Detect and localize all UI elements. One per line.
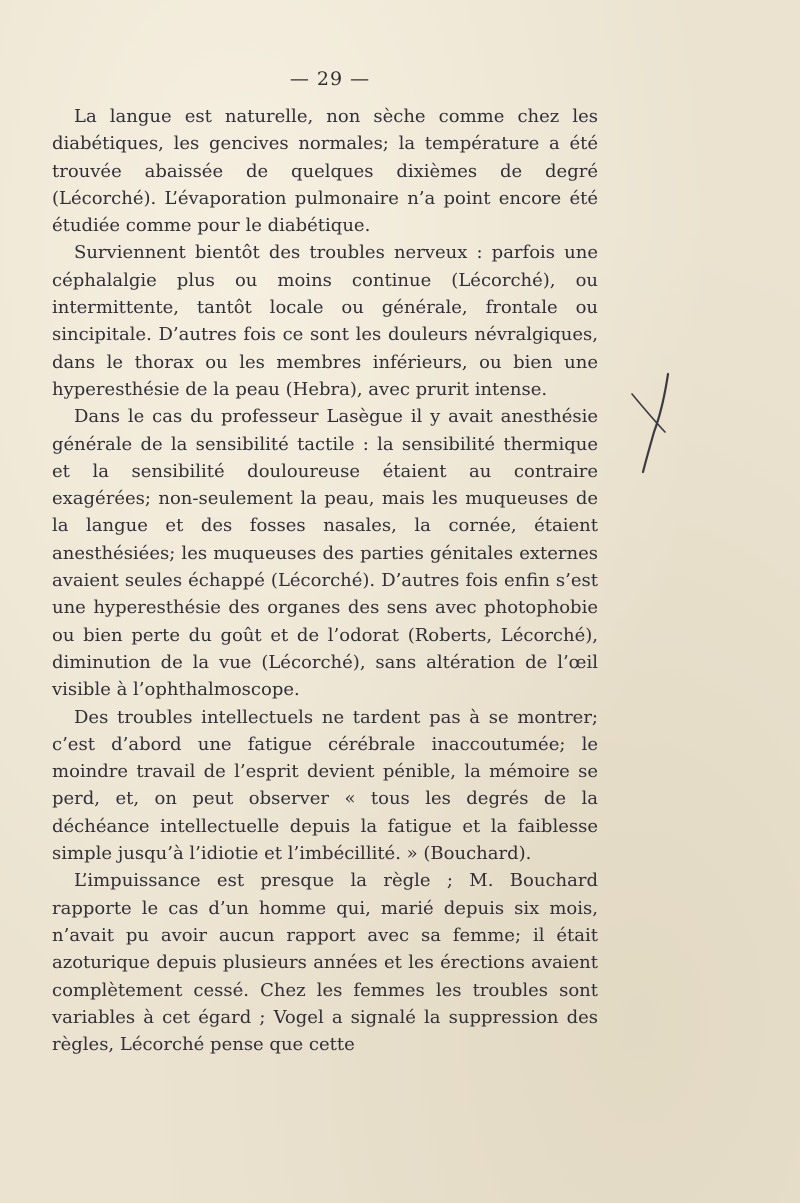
paragraph: Surviennent bientôt des troubles nerveux : parfois une céphalalgie plus ou moins continue (Lécorché), ou intermittente, tantôt locale ou générale, frontale ou sincipitale. D’autres fois ce sont les douleurs névralgiques, dans le thorax ou les membres inférieurs, ou bien une hyperesthésie de la peau (Hebra), avec prurit intense.: [52, 242, 598, 400]
paragraph: La langue est naturelle, non sèche comme chez les diabétiques, les gencives normales; la température a été trouvée abaissée de quelques dixièmes de degré (Lécorché). L’évaporation pulmonaire n’a point encore été étudiée comme pour le diabétique.: [52, 106, 598, 237]
page-number: — 29 —: [289, 68, 371, 90]
paragraph: Des troubles intellectuels ne tardent pas à se montrer; c’est d’abord une fatigue cérébrale inaccoutumée; le moindre travail de l’esprit devient pénible, la mémoire se perd, et, on peut observer « tous les degrés de la déchéance intellectuelle depuis la fatigue et la faiblesse simple jusqu’à l’idiotie et l’imbécillité. » (Bouchard).: [52, 706, 598, 865]
paragraph: L’impuissance est presque la règle ; M. Bouchard rapporte le cas d’un homme qui, marié depuis six mois, n’avait pu avoir aucun rapport avec sa femme; il était azoturique depuis plusieurs années et les érections avaient complètement cessé. Chez les femmes les troubles sont variables à cet égard ; Vogel a signalé la suppression des règles, Lécorché pense que cette: [52, 870, 598, 1056]
page-body: [52, 103, 598, 1058]
pencil-margin-mark-icon: [628, 372, 678, 476]
paragraph: Dans le cas du professeur Lasègue il y avait anesthésie générale de la sensibilité tactile : la sensibilité thermique et la sensibilité douloureuse étaient au contraire exagérées; non-seulement la peau, mais les muqueuses de la langue et des fosses nasales, la cornée, étaient anesthésiées; les muqueuses des parties génitales externes avaient seules échappé (Lécorché). D’autres fois enfin s’est une hyperesthésie des organes des sens avec photophobie ou bien perte du goût et de l’odorat (Roberts, Lécorché), diminution de la vue (Lécorché), sans altération de l’œil visible à l’ophthalmoscope.: [52, 406, 598, 701]
